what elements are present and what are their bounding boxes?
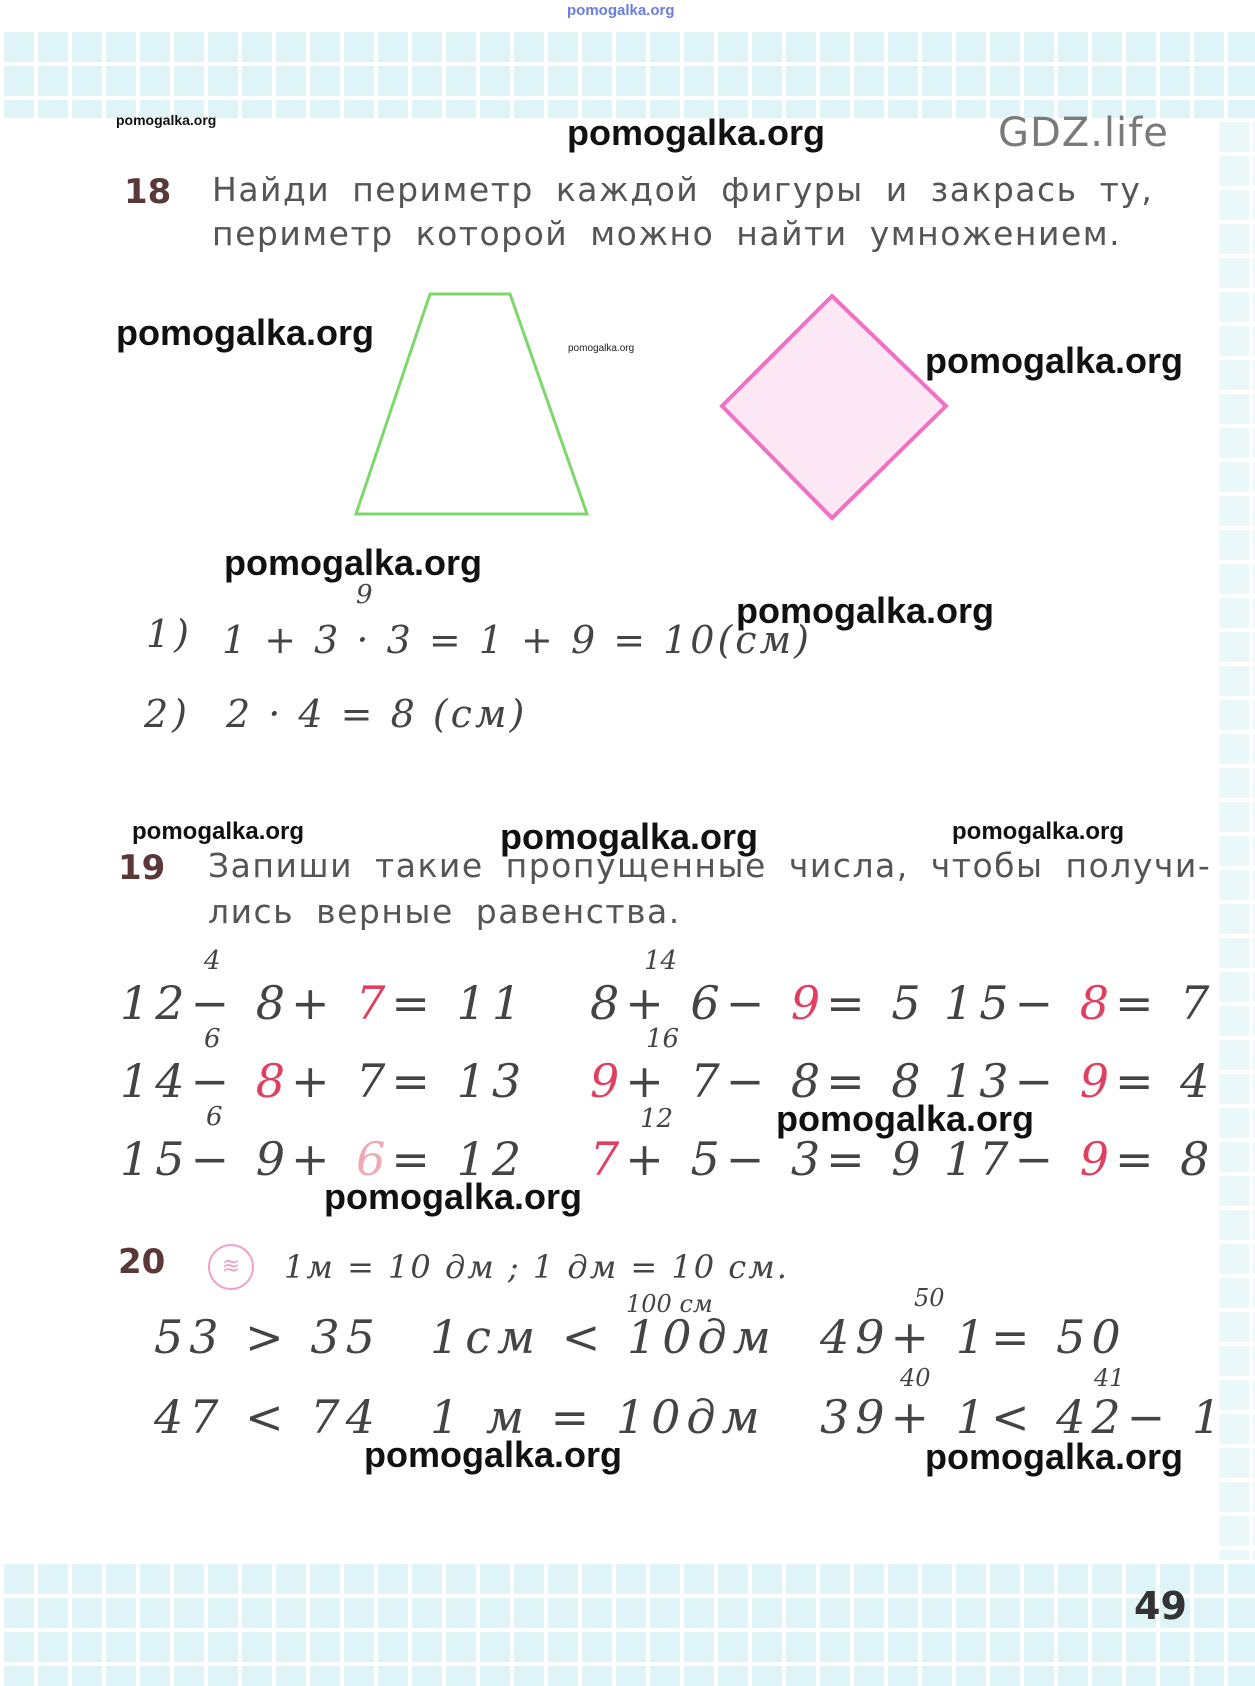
row3-a-equation: 15− 9+ 6= 12 <box>120 1132 528 1186</box>
solution-2-expression: 2 · 4 = 8 (см) <box>226 692 528 736</box>
square-figure <box>718 292 950 524</box>
task-19-number: 19 <box>118 848 166 888</box>
task-19-watermark-left: pomogalka.org <box>132 818 305 845</box>
row2-a-equation: 14− 8+ 7= 13 <box>120 1054 528 1108</box>
task-20-row2-c: 39+ 1< 42− 1 <box>820 1390 1228 1444</box>
task-19-text-line1: Запиши такие пропущенные числа, чтобы получи- <box>208 846 1212 885</box>
task-20-number: 20 <box>118 1242 166 1282</box>
row1-b-equation: 8+ 6− 9= 5 <box>590 976 927 1030</box>
row1-b-answer: 9 <box>790 976 827 1030</box>
top-watermark: pomogalka.org <box>567 2 675 19</box>
page-number: 49 <box>1134 1584 1187 1628</box>
row3-c-answer: 9 <box>1079 1132 1115 1186</box>
solution-1-superscript: 9 <box>356 580 373 610</box>
right-grid-margin <box>1215 118 1255 1560</box>
task-19-watermark-center: pomogalka.org <box>500 816 759 857</box>
task-20-row1-b: 1см < 10дм <box>430 1310 777 1364</box>
row1-b-superscript: 14 <box>644 946 678 976</box>
task-20-row1-c-superscript: 50 <box>914 1284 945 1312</box>
row1-a-superscript: 4 <box>204 946 221 976</box>
task-20-row1-c: 49+ 1= 50 <box>820 1310 1127 1364</box>
row2-c-answer: 9 <box>1079 1054 1115 1108</box>
solution-watermark-2: pomogalka.org <box>736 590 995 631</box>
row1-c-equation: 15− 8= 7 <box>944 976 1216 1030</box>
row1-a-equation: 12− 8+ 7= 11 <box>120 976 528 1030</box>
task-20-row2-b: 1 м = 10дм <box>430 1390 766 1444</box>
row3-b-superscript: 12 <box>640 1104 674 1134</box>
row1-a-answer: 7 <box>356 976 392 1030</box>
row3-a-answer: 6 <box>356 1132 392 1186</box>
header-watermark: pomogalka.org <box>567 112 826 153</box>
task-20-hint: 1м = 10 дм ; 1 дм = 10 см. <box>284 1248 789 1286</box>
task-18-text-line1: Найди периметр каждой фигуры и закрась ту, <box>212 170 1154 209</box>
oral-task-icon: ≋ <box>208 1244 254 1290</box>
row2-a-answer: 8 <box>255 1054 291 1108</box>
row3-c-equation: 17− 9= 8 <box>944 1132 1216 1186</box>
row3-watermark: pomogalka.org <box>324 1176 583 1217</box>
solution-2-label: 2) <box>144 692 192 736</box>
task-18-text-line2: периметр которой можно найти умножением. <box>212 214 1122 253</box>
solution-1-label: 1) <box>146 612 194 656</box>
row2-c-equation: 13− 9= 4 <box>944 1054 1216 1108</box>
top-grid-band <box>0 28 1255 118</box>
row2-b-answer: 9 <box>590 1054 626 1108</box>
row3-b-answer: 7 <box>590 1132 626 1186</box>
task-20-watermark-left: pomogalka.org <box>364 1434 623 1475</box>
row2-watermark: pomogalka.org <box>776 1098 1035 1139</box>
gdz-logo: GDZ.life <box>998 110 1169 156</box>
row3-a-superscript: 6 <box>206 1102 223 1132</box>
row1-c-answer: 8 <box>1079 976 1115 1030</box>
figure-watermark-right: pomogalka.org <box>925 340 1184 381</box>
task-20-watermark-right: pomogalka.org <box>925 1436 1184 1477</box>
trapezoid-figure <box>350 290 595 520</box>
task-20-row1-b-superscript: 100 см <box>626 1290 713 1318</box>
task-20-row2-a: 47 < 74 <box>154 1390 381 1444</box>
task-20-row1-a: 53 > 35 <box>154 1310 381 1364</box>
row2-b-equation: 9+ 7− 8= 8 <box>590 1054 927 1108</box>
solution-watermark-1: pomogalka.org <box>224 542 483 583</box>
task-20-row2-c-superscript-2: 41 <box>1094 1364 1125 1392</box>
row3-b-equation: 7+ 5− 3= 9 <box>590 1132 927 1186</box>
figure-watermark-left: pomogalka.org <box>116 312 375 353</box>
solution-1-expression: 1 + 3 · 3 = 1 + 9 = 10(см) <box>222 618 812 662</box>
task-19-text-line2: лись верные равенства. <box>208 892 681 931</box>
row2-b-superscript: 16 <box>646 1024 680 1054</box>
small-watermark-left: pomogalka.org <box>116 112 217 128</box>
task-18-number: 18 <box>124 172 172 212</box>
bottom-grid-band <box>0 1560 1255 1686</box>
task-20-row2-c-superscript-1: 40 <box>900 1364 931 1392</box>
figure-watermark-center: pomogalka.org <box>568 343 635 354</box>
row2-a-superscript: 6 <box>204 1024 221 1054</box>
task-19-watermark-right: pomogalka.org <box>952 818 1125 845</box>
